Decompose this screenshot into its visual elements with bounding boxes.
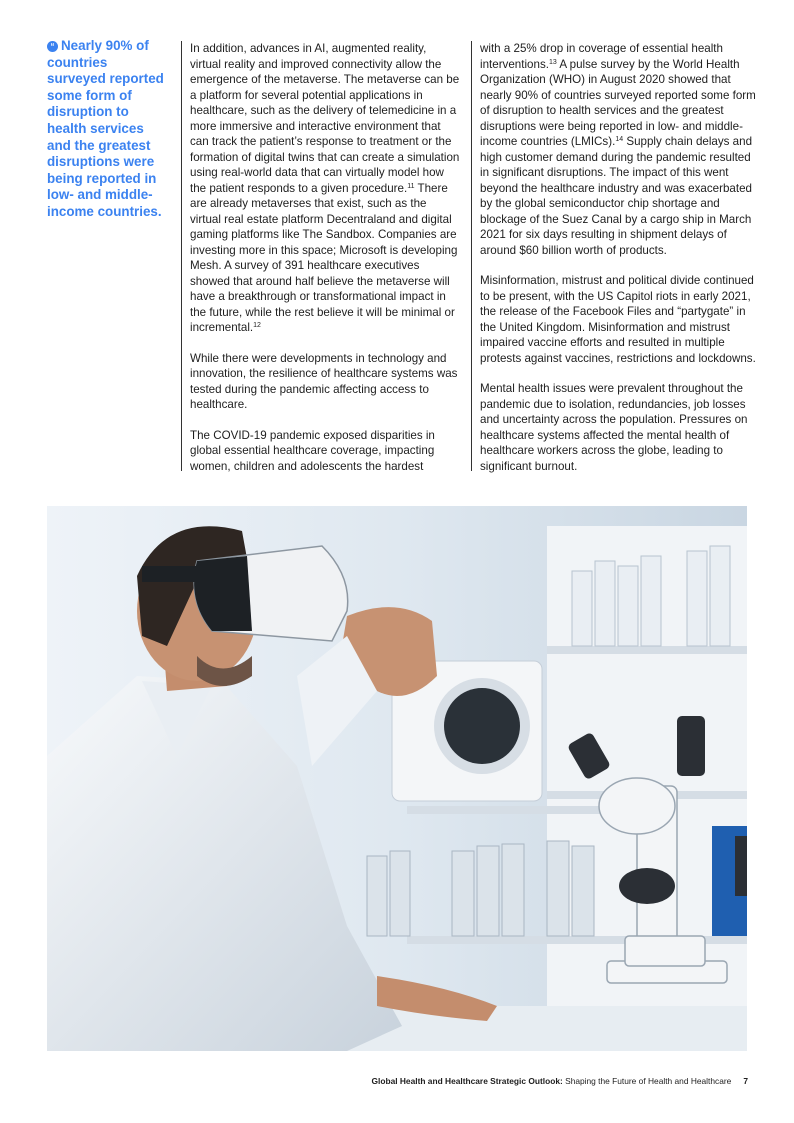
paragraph: [480, 41, 758, 258]
page-number: 7: [743, 1076, 748, 1086]
footer-report-subtitle: Shaping the Future of Health and Healthcare: [562, 1076, 732, 1086]
paragraph: While there were developments in technology and innovation, the resilience of healthcare systems was tested during the pandemic affecting access to healthcare.: [190, 351, 458, 411]
pull-quote: [47, 38, 169, 221]
quote-icon: “: [47, 41, 58, 52]
footnote-ref[interactable]: 13: [548, 58, 557, 66]
paragraph-text: In addition, advances in AI, augmented reality, virtual reality and improved connectivity allow the emergence of the metaverse. The metaverse can be a platform for several potential applications in healthcare, such as the delivery of telemedicine in a more immersive and interactive environment that can track the patient’s response to treatment or the formation of digital twins that can create a simulation using real-world data that can virtually model how the patient responds to a given procedure.: [190, 42, 460, 195]
paragraph-text: A pulse survey by the World Health Organization (WHO) in August 2020 showed that nearly 90% of countries surveyed reported some form of disruption to health services and the greatest disruptions were being reported in low- and middle-income countries (LMICs).: [480, 57, 756, 148]
paragraph-text: Supply chain delays and high customer demand during the pandemic resulted in significant disruptions. The impact of this went beyond the healthcare industry and was exacerbated by the global semiconductor chip shortage and blockage of the Suez Canal by a cargo ship in March 2021 for six days resulting in shipment delays of around $60 billion worth of products.: [480, 135, 753, 257]
page-footer: [0, 1076, 748, 1086]
paragraph-text: with a 25% drop in coverage of essential health interventions.: [480, 42, 723, 71]
paragraph-text: There are already metaverses that exist, such as the virtual real estate platform Decentraland and digital gaming platforms like The Sandbox. Companies are investing more in this space; Microsoft is developing Mesh. A survey of 391 healthcare executives showed that around half believe the metaverse will have a breakthrough or transformational impact in the future, while the rest believe it will be minimal or incremental.: [190, 181, 458, 334]
paragraph: [190, 41, 460, 336]
lab-photo: [47, 506, 747, 1051]
text-column-1: [181, 41, 460, 471]
scientist-vr-illustration: [47, 506, 747, 1051]
footnote-ref[interactable]: 11: [407, 182, 415, 190]
text-column-2: [471, 41, 758, 471]
footer-report-title: Global Health and Healthcare Strategic Outlook:: [371, 1076, 563, 1086]
paragraph: The COVID-19 pandemic exposed disparities in global essential healthcare coverage, impacting women, children and adolescents the hardest: [190, 428, 435, 473]
pull-quote-text: Nearly 90% of countries surveyed reported some form of disruption to health services and the greatest disruptions were being reported in low- and middle-income countries.: [47, 38, 164, 219]
footnote-ref[interactable]: 12: [253, 322, 261, 329]
paragraph: Misinformation, mistrust and political divide continued to be present, with the US Capitol riots in early 2021, the release of the Facebook Files and “partygate” in the United Kingdom. Misinformation and mistrust impaired vaccine efforts and resulted in multiple protests against vaccines, restrictions and lockdowns.: [480, 274, 756, 365]
paragraph: Mental health issues were prevalent throughout the pandemic due to isolation, redundancies, job losses and uncertainty across the population. Pressures on healthcare systems affected the mental health of healthcare workers across the globe, leading to significant burnout.: [480, 382, 748, 473]
footnote-ref[interactable]: 14: [615, 136, 624, 143]
